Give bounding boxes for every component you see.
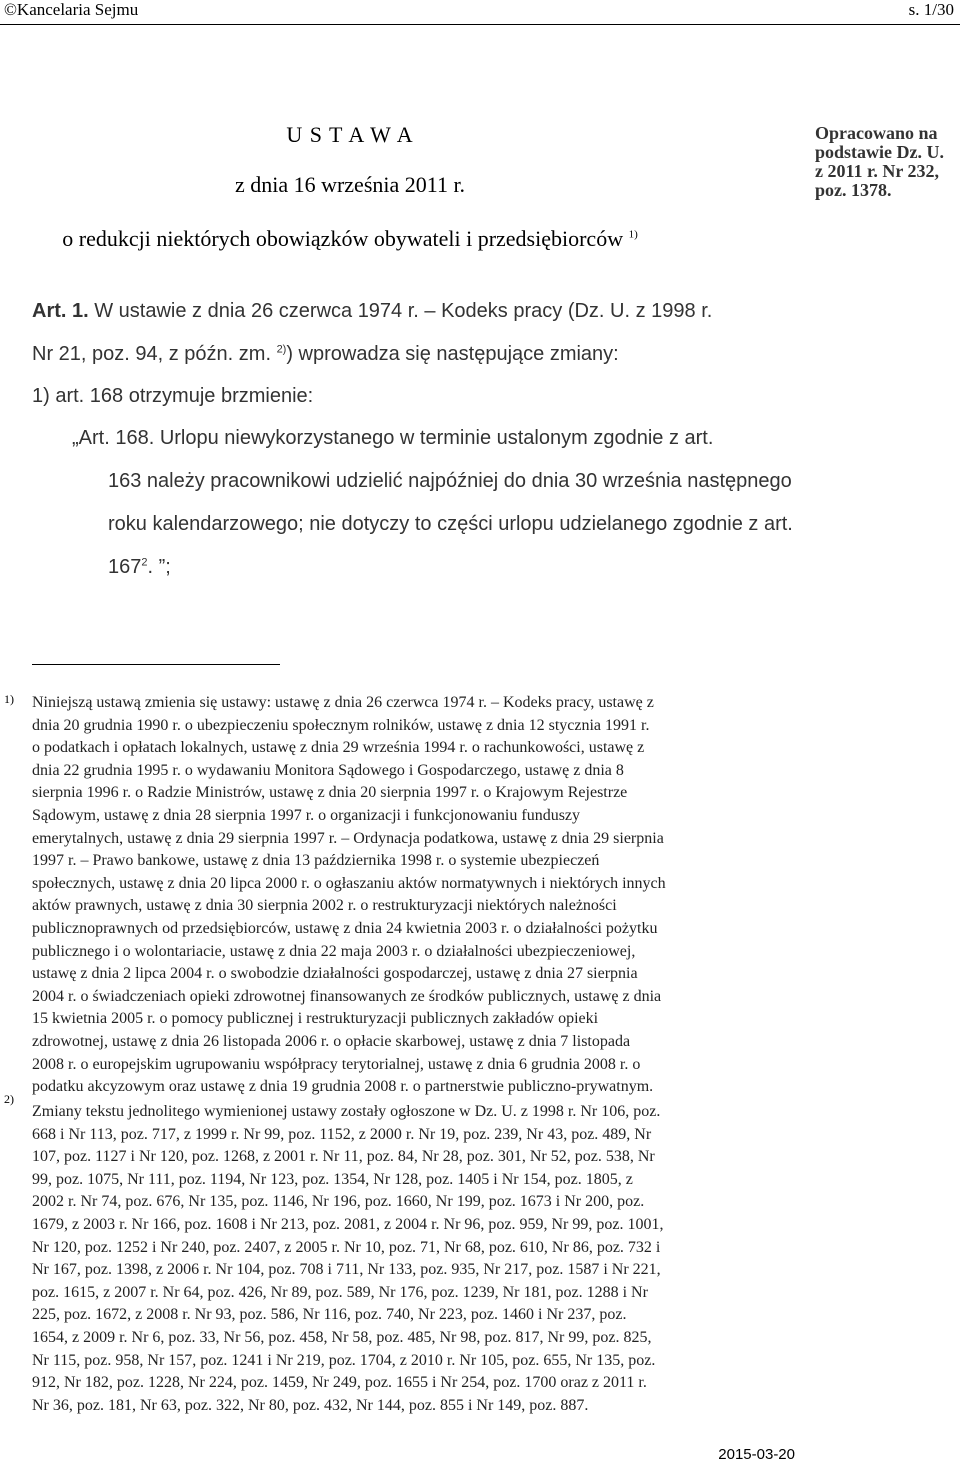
act-date: z dnia 16 września 2011 r.	[234, 172, 466, 197]
quoted-article-line: „Art. 168. Urlopu niewykorzystanego w terminie ustalonym zgodnie z art.	[72, 427, 714, 449]
article-label: Art. 1.	[32, 300, 89, 322]
page-number: s. 1/30	[908, 0, 954, 19]
footnote-line: Zmiany tekstu jednolitego wymienionej ustawy zostały ogłoszone w Dz. U. z 1998 r. Nr 106, poz.	[32, 1103, 661, 1120]
source-note-line: poz. 1378.	[815, 180, 892, 200]
footnote-line: 2008 r. o europejskim ugrupowaniu współpracy terytorialnej, ustawę z dnia 6 grudnia 2008 r. o	[32, 1055, 641, 1073]
publisher-header: ©Kancelaria Sejmu	[4, 0, 139, 19]
footnote-ref-2[interactable]: 2)	[276, 343, 287, 356]
quoted-article-line: $167^2$. ”;	[108, 556, 171, 578]
footnote-line: aktów prawnych, ustawę z dnia 30 sierpnia 2002 r. o restrukturyzacji niektórych należności	[32, 897, 617, 915]
footnote-line: 2002 r. Nr 74, poz. 676, Nr 135, poz. 1146, Nr 196, poz. 1660, Nr 199, poz. 1673 i Nr 200, poz.	[32, 1193, 645, 1211]
footnote-line: 912, Nr 182, poz. 1228, Nr 224, poz. 1459, Nr 249, poz. 1655 i Nr 254, poz. 1700 oraz z 2011 r.	[32, 1374, 647, 1392]
footnote-ref-1[interactable]: 1)	[628, 228, 638, 241]
source-note-line: Opracowano na	[815, 123, 938, 143]
article-1-line-1: Art. 1. W ustawie z dnia 26 czerwca 1974 r. – Kodeks pracy (Dz. U. z 1998 r.	[32, 300, 713, 322]
footnote-line: ustawę z dnia 2 lipca 2004 r. o swobodzie działalności gospodarczej, ustawę z dnia 27 sierpnia	[32, 965, 638, 983]
footnote-line: Nr 120, poz. 1252 i Nr 240, poz. 2407, z 2005 r. Nr 10, poz. 71, Nr 68, poz. 610, Nr 86, poz. 732 i	[32, 1238, 661, 1256]
footnote-line: dnia 20 grudnia 1990 r. o ubezpieczeniu społecznym rolników, ustawę z dnia 12 stycznia 1991 r.	[32, 716, 650, 734]
article-1-line-2: Nr 21, poz. 94, z późn. zm. $^{2)}$) wprowadza się następujące zmiany:	[32, 343, 619, 365]
footnote-line: poz. 1615, z 2007 r. Nr 64, poz. 426, Nr 89, poz. 589, Nr 176, poz. 1239, Nr 181, poz. 1288 i Nr	[32, 1283, 648, 1301]
footnote-line: Nr 115, poz. 958, Nr 157, poz. 1241 i Nr 219, poz. 1704, z 2010 r. Nr 105, poz. 655, Nr 135, poz.	[32, 1351, 656, 1369]
footnote-line: 225, poz. 1672, z 2008 r. Nr 93, poz. 586, Nr 116, poz. 740, Nr 223, poz. 1460 i Nr 237, poz.	[32, 1306, 627, 1324]
footnote-2-mark: 2)	[4, 1092, 14, 1106]
version-date: 2015-03-20	[718, 1446, 795, 1463]
footnote-line: Nr 167, poz. 1398, z 2006 r. Nr 104, poz. 708 i 711, Nr 133, poz. 935, Nr 217, poz. 1587 i Nr 221,	[32, 1261, 661, 1279]
footnote-line: Sądowym, ustawę z dnia 28 sierpnia 1997 r. o organizacji i funkcjonowaniu funduszy	[32, 807, 581, 824]
act-subject: o redukcji niektórych obowiązków obywateli i przedsiębiorców $^{1)}$	[62, 226, 638, 251]
footnote-line: 15 kwietnia 2005 r. o pomocy publicznej i restrukturyzacji publicznych zakładów opieki	[32, 1010, 599, 1028]
source-note-line: podstawie Dz. U.	[815, 142, 944, 162]
footnote-line: publicznego i o wolontariacie, ustawę z dnia 22 maja 2003 r. o działalności ubezpieczeniowej,	[32, 942, 636, 960]
footnote-line: 1997 r. – Prawo bankowe, ustawę z dnia 13 października 1998 r. o systemie ubezpieczeń	[32, 852, 600, 870]
header-rule	[0, 24, 960, 25]
footnote-line: podatku akcyzowym oraz ustawę z dnia 19 grudnia 2008 r. o partnerstwie publiczno-prywatnym.	[32, 1078, 654, 1096]
footnote-line: Nr 36, poz. 181, Nr 63, poz. 322, Nr 80, poz. 432, Nr 144, poz. 855 i Nr 149, poz. 887.	[32, 1396, 589, 1414]
footnote-line: Niniejszą ustawą zmienia się ustawy: ustawę z dnia 26 czerwca 1974 r. – Kodeks pracy, ustawę z	[32, 694, 654, 711]
footnote-line: emerytalnych, ustawę z dnia 29 sierpnia 1997 r. – Ordynacja podatkowa, ustawę z dnia 29 sierpnia	[32, 829, 664, 847]
amendment-item-1: 1) art. 168 otrzymuje brzmienie:	[32, 385, 314, 407]
footnote-line: 99, poz. 1075, Nr 111, poz. 1194, Nr 123, poz. 1354, Nr 128, poz. 1405 i Nr 154, poz. 1805, z	[32, 1170, 633, 1188]
quoted-article-line: 163 należy pracownikowi udzielić najpóźniej do dnia 30 września następnego	[108, 470, 792, 492]
footnote-line: publicznoprawnych od przedsiębiorców, ustawę z dnia 24 kwietnia 2003 r. o działalności pożytku	[32, 920, 658, 937]
footnote-line: 668 i Nr 113, poz. 717, z 1999 r. Nr 99, poz. 1152, z 2000 r. Nr 19, poz. 239, Nr 43, poz. 489, Nr	[32, 1125, 652, 1143]
footnote-line: o podatkach i opłatach lokalnych, ustawę z dnia 29 września 1994 r. o rachunkowości, ustawę z	[32, 739, 645, 757]
footnote-line: dnia 22 grudnia 1995 r. o wydawaniu Monitora Sądowego i Gospodarczego, ustawę z dnia 8	[32, 761, 624, 779]
footnote-line: społecznych, ustawę z dnia 20 lipca 2000 r. o ogłaszaniu aktów normatywnych i niektórych innych	[32, 874, 666, 892]
footnote-line: sierpnia 1996 r. o Radzie Ministrów, ustawę z dnia 20 sierpnia 1997 r. o Krajowym Rejestrze	[32, 784, 628, 802]
footnote-line: 1679, z 2003 r. Nr 166, poz. 1608 i Nr 213, poz. 2081, z 2004 r. Nr 96, poz. 959, Nr 99, poz. 1001,	[32, 1216, 664, 1233]
footnote-separator	[32, 664, 280, 665]
source-note	[815, 124, 960, 200]
footnote-line: zdrowotnej, ustawę z dnia 26 listopada 2006 r. o opłacie skarbowej, ustawę z dnia 7 listopada	[32, 1033, 631, 1050]
act-type-title: U S T A W A	[286, 122, 414, 147]
source-note-line: z 2011 r. Nr 232,	[815, 161, 939, 181]
quoted-article-line: roku kalendarzowego; nie dotyczy to części urlopu udzielanego zgodnie z art.	[108, 513, 793, 535]
footnote-1-mark: 1)	[4, 692, 14, 706]
footnote-line: 107, poz. 1127 i Nr 120, poz. 1268, z 2001 r. Nr 11, poz. 84, Nr 28, poz. 301, Nr 52, poz. 538, Nr	[32, 1148, 655, 1166]
footnote-line: 2004 r. o świadczeniach opieki zdrowotnej finansowanych ze środków publicznych, ustawę z dnia	[32, 987, 662, 1005]
footnote-line: 1654, z 2009 r. Nr 6, poz. 33, Nr 56, poz. 458, Nr 58, poz. 485, Nr 98, poz. 817, Nr 99, poz. 825,	[32, 1329, 652, 1346]
